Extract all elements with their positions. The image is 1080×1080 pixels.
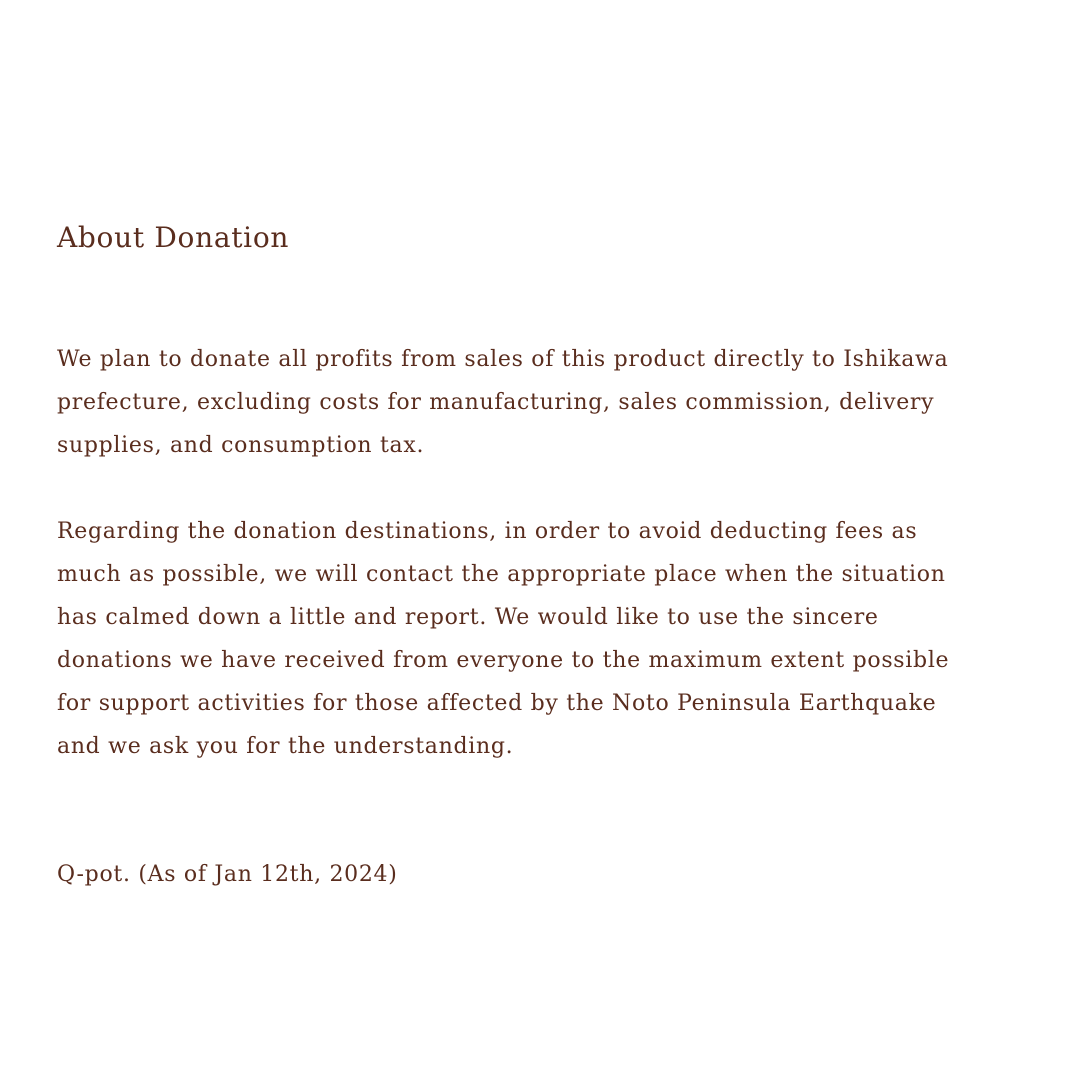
paragraph-line: prefecture, excluding costs for manufacturing, sales commission, delivery — [57, 390, 935, 415]
paragraph-line: We plan to donate all profits from sales of this product directly to Ishikawa — [57, 347, 949, 372]
paragraph-line: for support activities for those affected by the Noto Peninsula Earthquake — [57, 691, 937, 716]
paragraph-line: has calmed down a little and report. We would like to use the sincere — [57, 605, 879, 630]
page-title: About Donation — [57, 221, 290, 254]
donation-destination-paragraph — [57, 510, 1057, 768]
profit-donation-paragraph — [57, 338, 1057, 467]
paragraph-line: Regarding the donation destinations, in order to avoid deducting fees as — [57, 519, 918, 544]
paragraph-line: and we ask you for the understanding. — [57, 734, 514, 759]
paragraph-line: donations we have received from everyone to the maximum extent possible — [57, 648, 950, 673]
paragraph-line: supplies, and consumption tax. — [57, 433, 425, 458]
signature: Q-pot. (As of Jan 12th, 2024) — [57, 862, 398, 887]
paragraph-line: much as possible, we will contact the appropriate place when the situation — [57, 562, 946, 587]
